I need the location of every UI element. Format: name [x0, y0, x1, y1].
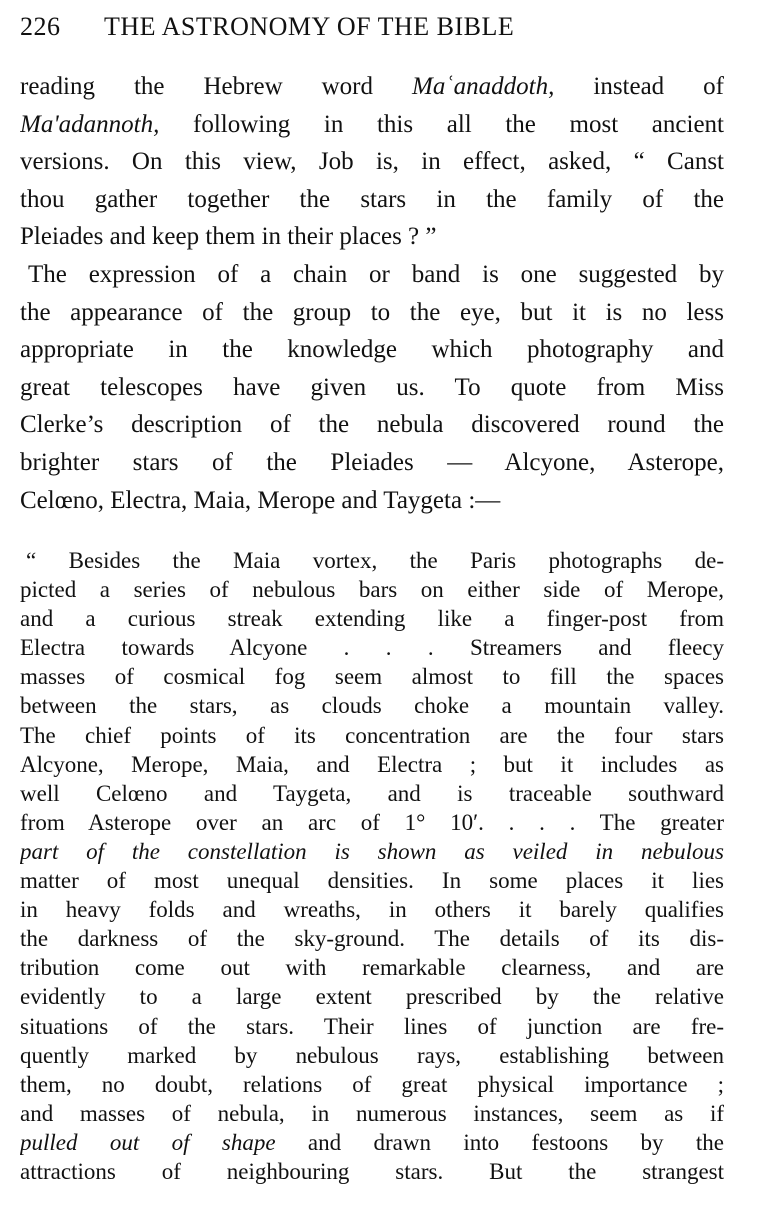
text-line [20, 779, 724, 808]
text-line [20, 1070, 724, 1099]
line-text: matter of most unequal densities. In some places it lies [20, 868, 724, 894]
text-line [20, 482, 724, 520]
text-line [20, 953, 724, 982]
line-text: the darkness of the sky-ground. The details of its dis- [20, 926, 724, 952]
italic-text: Ma'adannoth, [20, 110, 160, 138]
text-line [20, 546, 724, 575]
running-header [20, 12, 724, 46]
line-text: and masses of nebula, in numerous instances, seem as if [20, 1100, 724, 1126]
line-text: The chief points of its concentration are the four stars [20, 722, 724, 748]
line-text: thou gather together the stars in the family of the [20, 185, 724, 213]
text-line [20, 1128, 724, 1157]
italic-text: part of the constellation is shown as veiled in nebulous [20, 838, 724, 864]
text-line [20, 1157, 724, 1186]
block-quote-clerke [20, 546, 724, 1186]
line-text: them, no doubt, relations of great physical importance ; [20, 1071, 724, 1097]
paragraph-expression [20, 256, 724, 519]
line-text: picted a series of nebulous bars on either side of Merope, [20, 577, 724, 603]
line-text: masses of cosmical fog seem almost to fill the spaces [20, 664, 724, 690]
text-line [20, 662, 724, 691]
line-text: the appearance of the group to the eye, but it is no less [20, 298, 724, 326]
paragraph-continued [20, 68, 724, 256]
line-text: Clerke’s description of the nebula discovered round the [20, 411, 724, 439]
text-line [20, 866, 724, 895]
line-text: situations of the stars. Their lines of junction are fre- [20, 1013, 724, 1039]
text-line [20, 1041, 724, 1070]
text-line [20, 924, 724, 953]
line-text: Pleiades and keep them in their places ? ” [20, 223, 437, 251]
text-line [20, 444, 724, 482]
line-text: and a curious streak extending like a finger-post from [20, 606, 724, 632]
text-line [20, 982, 724, 1011]
line-text: “ Besides the Maia vortex, the Paris photographs de- [26, 548, 724, 573]
line-text: Electra towards Alcyone . . . Streamers and fleecy [20, 635, 724, 661]
text-line [20, 895, 724, 924]
italic-text: Maʿanaddoth, [412, 73, 555, 100]
page-number: 226 [20, 12, 61, 41]
text-line [20, 691, 724, 720]
text-line [20, 1012, 724, 1041]
line-text: The expression of a chain or band is one suggested by [28, 260, 724, 288]
line-text: evidently to a large extent prescribed by the relative [20, 984, 724, 1010]
line-text: Celœno, Electra, Maia, Merope and Taygeta :— [20, 486, 501, 514]
line-text: Alcyone, Merope, Maia, and Electra ; but it includes as [20, 751, 724, 777]
running-title: THE ASTRONOMY OF THE BIBLE [104, 12, 515, 41]
text-line [20, 106, 724, 144]
line-text: great telescopes have given us. To quote from Miss [20, 373, 724, 401]
line-text: attractions of neighbouring stars. But the strangest [20, 1158, 724, 1184]
text-line [20, 808, 724, 837]
line-text: versions. On this view, Job is, in effect, asked, “ Canst [20, 148, 724, 176]
line-text: between the stars, as clouds choke a mountain valley. [20, 693, 724, 719]
body-text [20, 68, 724, 519]
text-line [20, 604, 724, 633]
line-text: appropriate in the knowledge which photography and [20, 336, 724, 364]
line-text: tribution come out with remarkable clearness, and are [20, 955, 724, 981]
text-line [20, 68, 724, 106]
text-line [20, 633, 724, 662]
text-line [20, 294, 724, 332]
text-line [20, 721, 724, 750]
text-line [20, 331, 724, 369]
line-text: following in this all the most ancient [159, 110, 724, 138]
text-line [20, 1099, 724, 1128]
line-text: brighter stars of the Pleiades — Alcyone, Asterope, [20, 448, 724, 476]
line-text: and drawn into festoons by the [275, 1129, 724, 1155]
line-text: from Asterope over an arc of 1° 10′. . . . The greater [20, 809, 724, 835]
italic-text: pulled out of shape [20, 1129, 276, 1155]
text-line [20, 256, 724, 294]
text-line [20, 218, 724, 256]
line-text: instead of [554, 73, 724, 100]
text-line [20, 406, 724, 444]
line-text: well Celœno and Taygeta, and is traceable southward [20, 780, 724, 806]
text-line [20, 750, 724, 779]
line-text: reading the Hebrew word [20, 73, 413, 100]
text-line [20, 369, 724, 407]
text-line [20, 143, 724, 181]
quote-paragraph [20, 546, 724, 1186]
text-line [20, 575, 724, 604]
text-line [20, 837, 724, 866]
line-text: in heavy folds and wreaths, in others it barely qualifies [20, 897, 724, 923]
line-text: quently marked by nebulous rays, establishing between [20, 1042, 724, 1068]
text-line [20, 181, 724, 219]
